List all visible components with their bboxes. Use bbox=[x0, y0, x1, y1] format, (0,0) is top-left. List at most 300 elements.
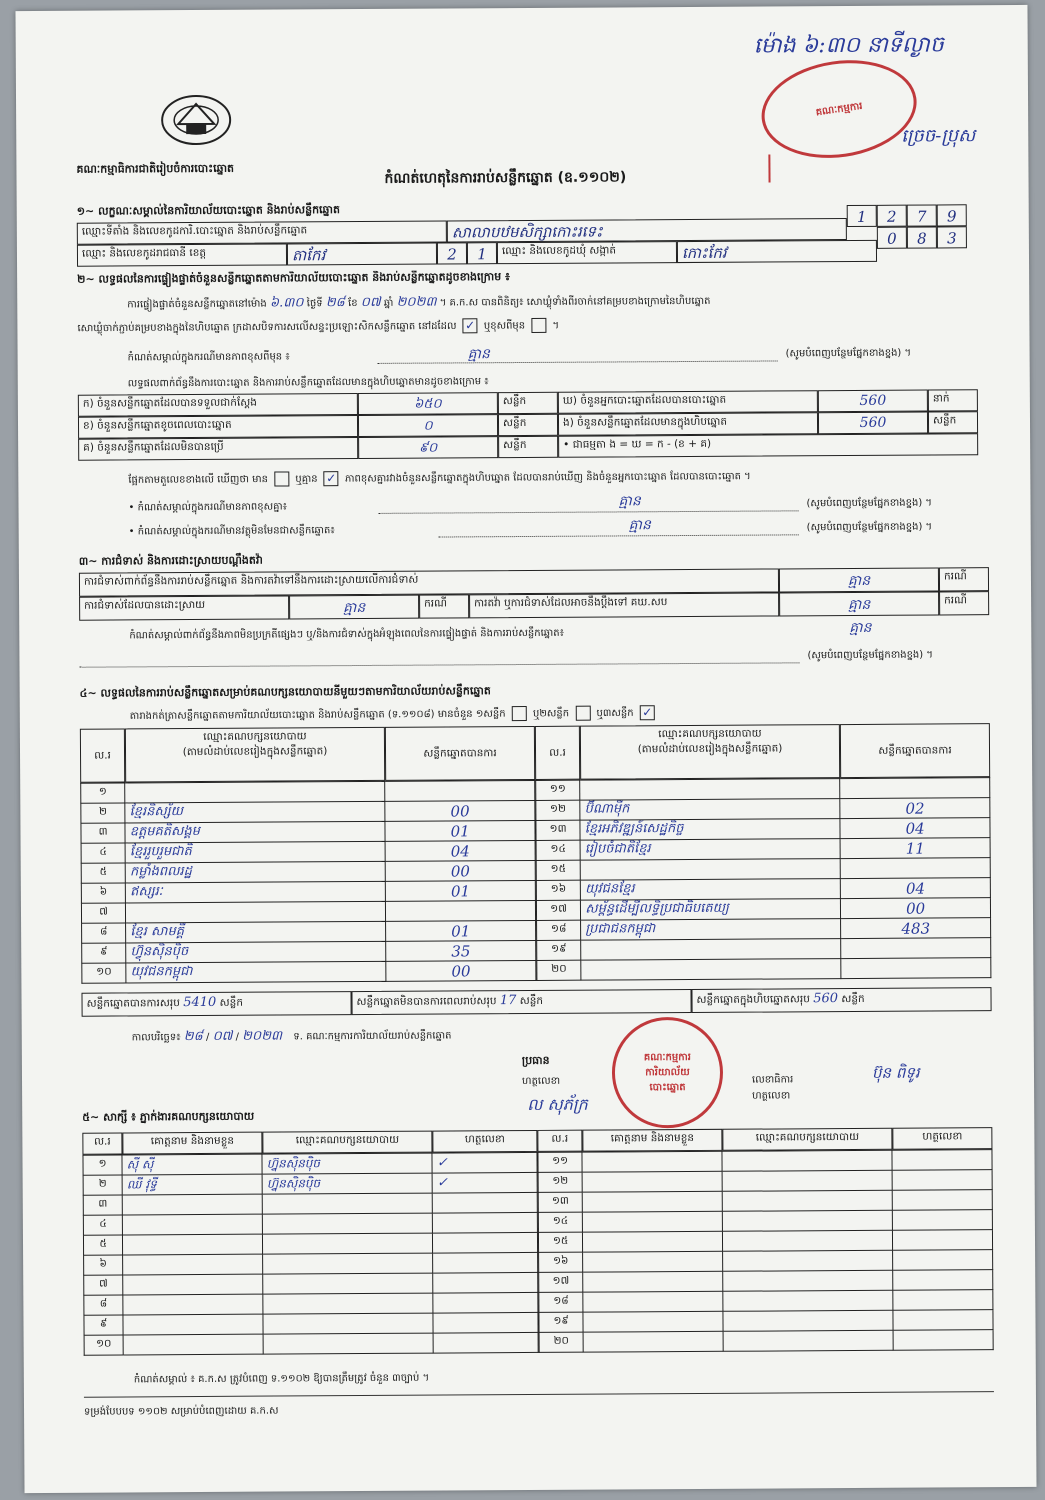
witness-party bbox=[722, 1150, 892, 1171]
province-value: តាកែវ bbox=[287, 243, 437, 266]
witness-signature bbox=[893, 1210, 993, 1231]
results-col-party-right-title: ឈ្មោះគណបក្សនយោបាយ bbox=[658, 727, 762, 741]
unchanged-checkbox[interactable]: ✓ bbox=[463, 318, 478, 333]
three-sheet-label: ឬ៣សន្លឹក bbox=[596, 707, 634, 720]
difference-text: ភាពខុសគ្នារវាងចំនួនសន្លឹកឆ្នោតក្នុងហិបឆ្នោត ដែលបានរាប់ឃើញ និងចំនួនអ្នកបោះឆ្នោត ដែលបានបោះឆ្នោត ។ bbox=[344, 471, 751, 485]
witness-table-right bbox=[537, 1149, 993, 1353]
witness-row bbox=[539, 1330, 993, 1353]
witness-row bbox=[538, 1190, 992, 1213]
result-party: រៀបចំជាតិខ្មែរ bbox=[580, 839, 840, 861]
witness-party bbox=[263, 1253, 433, 1274]
result-row bbox=[536, 858, 990, 881]
signing-date-label: កាលបរិច្ឆេទ៖ bbox=[131, 1032, 181, 1044]
foreign-object-note-hint: (សូមបំពេញបន្ថែមផ្នែកខាងខ្នង) ។ bbox=[806, 521, 933, 534]
resolved-label: ការជំទាស់ដែលបានដោះស្រាយ bbox=[79, 595, 289, 620]
witness-signature bbox=[433, 1312, 538, 1333]
total-valid-value: 5410 bbox=[183, 994, 217, 1011]
witness-signature bbox=[893, 1290, 993, 1311]
voters-value: 560 bbox=[818, 390, 928, 413]
verification-rest: ។ គ.ក.ស បានពិនិត្យ៖ សោឃ្លុំទាំងពីរចាក់នៅគម្របខាងក្រោមនៃហិបឆ្នោត bbox=[439, 295, 711, 309]
witness-party bbox=[723, 1210, 893, 1231]
province-code-1: 2 bbox=[437, 242, 467, 264]
witness-party bbox=[723, 1290, 893, 1311]
witness-row bbox=[83, 1192, 537, 1215]
chair-label: ប្រធាន bbox=[521, 1053, 550, 1068]
appeal-value: គ្មាន bbox=[779, 591, 939, 616]
result-party bbox=[581, 939, 841, 961]
witness-table-left bbox=[82, 1152, 538, 1356]
footer-note: កំណត់សម្គាល់ ៖ គ.ក.ស ត្រូវបំពេញ ទ.១១០២ ឱ្យបានត្រឹមត្រូវ ចំនួន ៣ច្បាប់ ។ bbox=[133, 1372, 430, 1386]
location-value: សាលាបឋមសិក្សាកោះរទេះ bbox=[447, 218, 847, 242]
result-votes bbox=[841, 958, 991, 979]
witness-signature bbox=[433, 1232, 538, 1253]
witness-col-no-right: ល.រ bbox=[537, 1130, 582, 1152]
witness-party bbox=[263, 1333, 433, 1354]
witness-signature bbox=[433, 1212, 538, 1233]
witness-name bbox=[583, 1271, 723, 1292]
results-table-right bbox=[535, 777, 991, 981]
result-no: ៧ bbox=[81, 903, 125, 923]
result-votes: 04 bbox=[840, 818, 990, 839]
results-table-left bbox=[80, 780, 536, 984]
result-votes: 00 bbox=[386, 860, 536, 881]
total-in-box-unit: សន្លឹក bbox=[841, 992, 865, 1006]
signing-date-year: ២០២៣ bbox=[242, 1028, 283, 1044]
results-col-no-left: ល.រ bbox=[80, 728, 125, 782]
witness-name bbox=[123, 1294, 263, 1315]
total-valid bbox=[81, 991, 351, 1017]
irregularity-note-value: គ្មាន bbox=[849, 619, 872, 637]
witness-no: ៥ bbox=[83, 1235, 122, 1255]
witness-name bbox=[583, 1231, 723, 1252]
foreign-object-note-line bbox=[439, 534, 799, 537]
result-row bbox=[81, 900, 535, 923]
witness-signature bbox=[433, 1292, 538, 1313]
result-votes bbox=[386, 900, 536, 921]
witness-no: ១១ bbox=[538, 1152, 582, 1172]
verification-day-value: ២៨ bbox=[325, 295, 345, 311]
result-votes: 483 bbox=[841, 918, 991, 939]
results-col-party-right bbox=[580, 724, 840, 780]
witness-row bbox=[84, 1272, 538, 1295]
result-party: ខ្មែរអភិវឌ្ឍន៍សេដ្ឋកិច្ច bbox=[580, 819, 840, 841]
witness-party bbox=[723, 1250, 893, 1271]
witness-party bbox=[263, 1273, 433, 1294]
witness-row bbox=[84, 1252, 538, 1275]
seal-sentence: សោឃ្លុំចាក់ភ្ជាប់គម្របខាងក្នុងនៃហិបឆ្នោត ក្រដាសបិទការសលើសន្ទះប្រឡោះសិកសន្លឹកឆ្នោត នៅដដែល ✓ ឬខុសពីមុន ។ bbox=[77, 318, 560, 335]
results-intro: លទ្ធផលពាក់ព័ន្ធនឹងការបោះឆ្នោត និងការរាប់សន្លឹកឆ្នោតដែលមានក្នុងហិបឆ្នោតមានដូចខាងក្រោម ៖ bbox=[127, 376, 489, 390]
form-reference: ទម្រង់បែបបទ ១១០២ សម្រាប់បំពេញដោយ គ.ក.ស bbox=[84, 1405, 279, 1418]
witness-name bbox=[123, 1234, 263, 1255]
result-no: ១ bbox=[81, 783, 125, 803]
results-col-votes-right: សន្លឹកឆ្នោតបានការ bbox=[840, 723, 990, 778]
witness-party bbox=[263, 1233, 433, 1254]
foreign-object-note-label: • កំណត់សម្គាល់ក្នុងករណីមានវត្ថុមិនមែនជាសន្លឹកឆ្នោត៖ bbox=[128, 525, 335, 538]
witness-signature bbox=[893, 1330, 993, 1351]
witness-signature bbox=[893, 1250, 993, 1271]
result-row bbox=[81, 820, 535, 843]
result-party: ខ្មែរ សាមគ្គី bbox=[126, 921, 386, 943]
section3-title: ៣~ ការជំទាស់ និងការដោះស្រាយបណ្តឹងតវ៉ា bbox=[78, 553, 263, 568]
result-row bbox=[536, 778, 990, 801]
result-no: ១១ bbox=[536, 780, 580, 800]
witness-no: ១០ bbox=[84, 1335, 123, 1355]
witness-party bbox=[262, 1193, 432, 1214]
foreign-object-note-value: គ្មាន bbox=[628, 517, 651, 534]
nec-emblem-icon bbox=[156, 90, 236, 150]
difference-yes-label: ផ្អែកតាមតួលេខខាងលើ ឃើញថា មាន bbox=[128, 474, 269, 486]
commune-label: ឈ្មោះ និងលេខកូដឃុំ សង្កាត់ bbox=[497, 241, 677, 264]
footer-divider bbox=[84, 1391, 994, 1398]
received-ballots-label: ក) ចំនួនសន្លឹកឆ្នោតដែលបានទទួលជាក់ស្តែង bbox=[78, 393, 358, 417]
witness-row bbox=[539, 1310, 993, 1333]
result-party: យុវជនកម្ពុជា bbox=[126, 961, 386, 983]
appeal-unit: ករណី bbox=[939, 591, 989, 615]
witness-col-sign-right: ហត្ថលេខា bbox=[892, 1127, 992, 1150]
chair-signature: ល សុភ័ក្រ bbox=[527, 1094, 588, 1114]
total-in-box-label: សន្លឹកឆ្នោតក្នុងហិបឆ្នោតសរុប bbox=[696, 993, 810, 1006]
witness-col-party-left: ឈ្មោះគណបក្សនយោបាយ bbox=[262, 1131, 432, 1154]
witness-party bbox=[722, 1170, 892, 1191]
verification-sentence bbox=[127, 292, 710, 315]
witness-name bbox=[583, 1331, 723, 1352]
witness-signature bbox=[433, 1332, 538, 1353]
witness-col-name-right: គោត្តនាម និងនាមខ្លួន bbox=[582, 1129, 722, 1152]
result-party: ប្រជាជនកម្ពុជា bbox=[581, 919, 841, 941]
total-valid-unit: សន្លឹក bbox=[219, 996, 244, 1009]
result-row bbox=[537, 938, 991, 961]
result-row bbox=[81, 840, 535, 863]
results-col-party-left bbox=[125, 727, 385, 783]
unused-ballots-label: គ) ចំនួនសន្លឹកឆ្នោតដែលមិនបានប្រើ bbox=[78, 437, 358, 461]
committee-label: ទ. គណៈកម្មការការិយាល័យរាប់សន្លឹកឆ្នោត bbox=[293, 1030, 452, 1043]
result-votes: 00 bbox=[385, 800, 535, 821]
verification-month-label: ខែ bbox=[348, 298, 358, 310]
witness-signature bbox=[892, 1150, 992, 1171]
result-votes: 11 bbox=[840, 838, 990, 859]
witness-col-no-left: ល.រ bbox=[82, 1132, 122, 1154]
witness-row bbox=[84, 1292, 538, 1315]
difference-note-line bbox=[379, 510, 799, 514]
witness-signature bbox=[433, 1252, 538, 1273]
witness-name bbox=[583, 1251, 723, 1272]
witness-no: ១៧ bbox=[539, 1272, 583, 1292]
unused-ballots-unit: សន្លឹក bbox=[498, 436, 558, 458]
three-sheet-checkbox[interactable]: ✓ bbox=[640, 705, 655, 720]
witness-party bbox=[723, 1310, 893, 1331]
result-row bbox=[81, 780, 535, 803]
witness-no: ៧ bbox=[84, 1275, 123, 1295]
change-note-line bbox=[378, 360, 778, 363]
result-votes: 00 bbox=[386, 960, 536, 981]
location-label: ឈ្មោះទីតាំង និងលេខកូដការិ.បោះឆ្នោត និងរាប់សន្លឹកឆ្នោត bbox=[77, 220, 447, 244]
result-row bbox=[81, 800, 535, 823]
witness-no: ១៨ bbox=[539, 1292, 583, 1312]
witness-name bbox=[123, 1214, 263, 1235]
witness-no: ៨ bbox=[84, 1295, 123, 1315]
complaint-value: គ្មាន bbox=[779, 567, 939, 592]
result-party bbox=[126, 901, 386, 923]
red-mark bbox=[768, 154, 770, 182]
total-in-box bbox=[691, 987, 991, 1013]
result-row bbox=[537, 958, 991, 981]
result-row bbox=[536, 838, 990, 861]
result-row bbox=[536, 818, 990, 841]
received-ballots-value: ៦៥០ bbox=[358, 392, 498, 415]
witness-name bbox=[123, 1254, 263, 1275]
witness-row bbox=[539, 1290, 993, 1313]
result-no: ១០ bbox=[82, 963, 126, 983]
witness-party bbox=[722, 1190, 892, 1211]
result-party bbox=[580, 859, 840, 881]
result-row bbox=[536, 898, 990, 921]
complaint-unit: ករណី bbox=[939, 567, 989, 591]
result-party: ហ៊្វុនស៊ិនប៉ិច bbox=[126, 941, 386, 963]
witness-no: ៣ bbox=[83, 1195, 122, 1215]
official-stamp-bottom bbox=[612, 1017, 724, 1129]
witness-signature bbox=[432, 1192, 537, 1213]
spoiled-ballots-unit: សន្លឹក bbox=[498, 414, 558, 436]
results-col-no-right: ល.រ bbox=[535, 726, 580, 780]
result-votes: 04 bbox=[841, 878, 991, 899]
difference-no-checkbox[interactable]: ✓ bbox=[324, 471, 339, 486]
sheet-count-sentence bbox=[130, 705, 658, 724]
difference-yes-checkbox[interactable] bbox=[274, 471, 289, 486]
result-no: ៩ bbox=[82, 943, 126, 963]
result-party bbox=[580, 779, 840, 801]
result-no: ២ bbox=[81, 803, 125, 823]
secretary-signature: ប៊ុន ពិទូរ bbox=[871, 1063, 920, 1082]
result-row bbox=[82, 920, 536, 943]
witness-party bbox=[723, 1230, 893, 1251]
result-row bbox=[82, 960, 536, 983]
result-row bbox=[536, 798, 990, 821]
witness-no: ១ bbox=[83, 1155, 122, 1175]
witness-row bbox=[84, 1332, 538, 1355]
result-votes: 00 bbox=[841, 898, 991, 919]
signing-date-day: ២៨ bbox=[183, 1028, 203, 1045]
secretary-label: លេខាធិការ bbox=[751, 1074, 794, 1086]
witness-row bbox=[83, 1152, 537, 1175]
commune-value: កោះកែវ bbox=[677, 240, 877, 263]
witness-col-party-right: ឈ្មោះគណបក្សនយោបាយ bbox=[722, 1128, 892, 1151]
changed-checkbox[interactable] bbox=[531, 318, 546, 333]
result-votes: 01 bbox=[385, 820, 535, 841]
formula-note: • ជាធម្មតា ង = ឃ = ក - (ខ + គ) bbox=[558, 433, 978, 458]
verification-time-label: ការផ្ទៀងផ្ទាត់ចំនួនសន្លឹកឆ្នោតនៅម៉ោង bbox=[127, 298, 267, 311]
witness-row bbox=[539, 1270, 993, 1293]
results-col-votes-left: សន្លឹកឆ្នោតបានការ bbox=[385, 726, 535, 781]
section5-title: ៥~ សាក្សី ៖ ភ្នាក់ងារគណបក្សនយោបាយ bbox=[82, 1109, 255, 1124]
handwritten-time-note: ម៉ោង ៦:៣០ នាទីល្ងាច bbox=[753, 32, 944, 59]
official-stamp-top bbox=[755, 50, 923, 168]
irregularity-note-label: កំណត់សម្គាល់ពាក់ព័ន្ធនឹងភាពមិនប្រក្រតីផ្សេងៗ ឬ/និងការជំទាស់ក្នុងអំឡុងពេលនៃការផ្ទៀងផ្ទាត់ និងការរាប់សន្លឹកឆ្នោត៖ bbox=[129, 627, 565, 642]
witness-row bbox=[83, 1172, 537, 1195]
difference-note-hint: (សូមបំពេញបន្ថែមផ្នែកខាងខ្នង) ។ bbox=[806, 497, 933, 510]
unused-ballots-value: ៩០ bbox=[358, 436, 498, 459]
change-note-label: កំណត់សម្គាល់ក្នុងករណីមានភាពខុសពីមុន ៖ bbox=[127, 351, 290, 364]
one-sheet-checkbox[interactable] bbox=[512, 706, 527, 721]
difference-note-value: គ្មាន bbox=[618, 493, 641, 510]
result-votes: 01 bbox=[386, 920, 536, 941]
result-no: ៨ bbox=[82, 923, 126, 943]
witness-name bbox=[582, 1171, 722, 1192]
total-invalid-unit: សន្លឹក bbox=[519, 994, 544, 1008]
resolved-value: គ្មាន bbox=[289, 595, 419, 620]
result-no: ១២ bbox=[536, 800, 580, 820]
result-row bbox=[82, 940, 536, 963]
location-code-3: 7 bbox=[907, 204, 937, 226]
irregularity-note-line bbox=[79, 662, 799, 667]
verification-day-label: ថ្ងៃទី bbox=[306, 298, 323, 310]
result-no: ១៣ bbox=[536, 820, 580, 840]
witness-name bbox=[123, 1314, 263, 1335]
bottom-stamp-text: គណៈកម្មការការិយាល័យបោះឆ្នោត bbox=[643, 1051, 691, 1094]
result-votes bbox=[385, 780, 535, 801]
result-votes: 04 bbox=[385, 840, 535, 861]
change-note-hint: (សូមបំពេញបន្ថែមផ្នែកខាងខ្នង) ។ bbox=[785, 347, 912, 360]
witness-name: ស៊ី ស៊ី bbox=[122, 1154, 262, 1175]
witness-party bbox=[263, 1293, 433, 1314]
ballots-in-box-value: 560 bbox=[818, 412, 928, 435]
result-votes bbox=[841, 858, 991, 879]
secretary-sign-label: ហត្ថលេខា bbox=[752, 1090, 791, 1102]
witness-party: ហ្វ៊ុនស៊ិនប៉ិច bbox=[262, 1153, 432, 1174]
ballots-in-box-label: ង) ចំនួនសន្លឹកឆ្នោតដែលមានក្នុងហិបឆ្នោត bbox=[558, 412, 818, 436]
result-row bbox=[536, 878, 990, 901]
witness-signature bbox=[433, 1272, 538, 1293]
result-party bbox=[581, 959, 841, 981]
result-no: ៣ bbox=[81, 823, 125, 843]
two-sheet-checkbox[interactable] bbox=[575, 706, 590, 721]
resolved-unit: ករណី bbox=[419, 594, 469, 618]
result-no: ១៦ bbox=[536, 880, 580, 900]
change-note-value: គ្មាន bbox=[467, 346, 490, 363]
result-no: ៥ bbox=[81, 863, 125, 883]
witness-no: ១៥ bbox=[538, 1232, 582, 1252]
witness-name bbox=[583, 1211, 723, 1232]
voters-label: ឃ) ចំនួនអ្នកបោះឆ្នោតដែលបានបោះឆ្នោត bbox=[558, 390, 818, 414]
witness-no: ៩ bbox=[84, 1315, 123, 1335]
seal-text: សោឃ្លុំចាក់ភ្ជាប់គម្របខាងក្នុងនៃហិបឆ្នោត ក្រដាសបិទការសលើសន្ទះប្រឡោះសិកសន្លឹកឆ្នោត នៅដដែល bbox=[77, 320, 457, 335]
result-row bbox=[81, 880, 535, 903]
result-party: កម្លាំងពលរដ្ឋ bbox=[125, 861, 385, 883]
witness-col-name-left: គោត្តនាម និងនាមខ្លួន bbox=[122, 1132, 262, 1155]
witness-no: ២ bbox=[83, 1175, 122, 1195]
difference-no-label: ឬគ្មាន bbox=[295, 473, 318, 485]
result-row bbox=[537, 918, 991, 941]
witness-signature bbox=[893, 1310, 993, 1331]
result-party: ឧត្តមគតិសង្គម bbox=[125, 821, 385, 843]
result-votes: 02 bbox=[840, 798, 990, 819]
results-col-party-left-title: ឈ្មោះគណបក្សនយោបាយ bbox=[203, 730, 307, 743]
difference-note-label: • កំណត់សម្គាល់ក្នុងករណីមានភាពខុសគ្នា៖ bbox=[128, 501, 288, 514]
witness-signature: ✓ bbox=[432, 1152, 537, 1173]
witness-party bbox=[263, 1313, 433, 1334]
result-no: ១៥ bbox=[536, 860, 580, 880]
witness-no: ១៦ bbox=[539, 1252, 583, 1272]
witness-signature bbox=[892, 1170, 992, 1191]
witness-signature bbox=[893, 1270, 993, 1291]
two-sheet-label: ឬ២សន្លឹក bbox=[532, 708, 570, 720]
location-code-1: 1 bbox=[847, 205, 877, 227]
result-no: ៦ bbox=[81, 883, 125, 903]
total-in-box-value: 560 bbox=[813, 991, 839, 1007]
spoiled-ballots-value: ០ bbox=[358, 414, 498, 437]
commune-code-3: 3 bbox=[937, 226, 967, 248]
witness-no: ១៣ bbox=[538, 1192, 582, 1212]
total-invalid-label: សន្លឹកឆ្នោតមិនបានការពេលរាប់សរុប bbox=[356, 995, 497, 1009]
province-code-2: 1 bbox=[467, 242, 497, 264]
verification-time-value: ៦.៣០ bbox=[269, 295, 304, 311]
result-no: ១៧ bbox=[536, 900, 580, 920]
result-no: ២០ bbox=[537, 960, 581, 980]
witness-row bbox=[538, 1170, 992, 1193]
witness-no: ១៩ bbox=[539, 1312, 583, 1332]
verification-year-value: ២០២៣ bbox=[396, 294, 437, 310]
voters-unit: នាក់ bbox=[928, 389, 978, 411]
commune-code-2: 8 bbox=[907, 226, 937, 248]
witness-row bbox=[84, 1312, 538, 1335]
signing-date-month: ០៧ bbox=[212, 1028, 233, 1044]
result-party bbox=[125, 781, 385, 803]
handwritten-side-note: ច្រេច-ប្រុស bbox=[901, 125, 976, 147]
witness-no: ៤ bbox=[83, 1215, 122, 1235]
complaint-label: ការជំទាស់ពាក់ព័ន្ធនឹងការរាប់សន្លឹកឆ្នោត និងការតវ៉ាទៅនឹងការដោះស្រាយលើការជំទាស់ bbox=[79, 568, 779, 596]
received-ballots-unit: សន្លឹក bbox=[498, 392, 558, 414]
result-party: ប៊ីណាម៉ីក bbox=[580, 799, 840, 821]
result-no: ៤ bbox=[81, 843, 125, 863]
witness-signature bbox=[893, 1230, 993, 1251]
witness-signature bbox=[893, 1190, 993, 1211]
total-invalid bbox=[351, 989, 691, 1015]
org-name: គណៈកម្មាធិការជាតិរៀបចំការបោះឆ្នោត bbox=[76, 161, 235, 176]
witness-name bbox=[123, 1334, 263, 1355]
result-party: យុវជនខ្មែរ bbox=[580, 879, 840, 901]
witness-name bbox=[583, 1291, 723, 1312]
result-party: ឥស្សរៈ bbox=[125, 881, 385, 903]
witness-name bbox=[122, 1194, 262, 1215]
irregularity-note-hint: (សូមបំពេញបន្ថែមផ្នែកខាងខ្នង) ។ bbox=[807, 649, 933, 662]
province-label: ឈ្មោះ និងលេខកូដរាជធានី ខេត្ត bbox=[77, 243, 287, 266]
section2-title: ២~ លទ្ធផលនៃការផ្ទៀងផ្ទាត់ចំនួនសន្លឹកឆ្នោតតាមការិយាល័យបោះឆ្នោត និងរាប់សន្លឹកឆ្នោតដូចខាងក្រោម ៖ bbox=[77, 270, 510, 286]
witness-row bbox=[538, 1210, 992, 1233]
result-no: ១៤ bbox=[536, 840, 580, 860]
result-votes bbox=[841, 938, 991, 959]
ballots-in-box-unit: សន្លឹក bbox=[928, 411, 978, 433]
sheet-count-text: តារាងកត់ត្រាសន្លឹកឆ្នោតតាមការិយាល័យបោះឆ្នោត និងរាប់សន្លឹកឆ្នោត (ទ.១១០៨) មានចំនួន ១សន្លឹក bbox=[129, 708, 506, 722]
stamp-text: គណៈកម្មការ bbox=[815, 100, 864, 118]
result-no: ១៩ bbox=[537, 940, 581, 960]
total-valid-label: សន្លឹកឆ្នោតបានការសរុប bbox=[86, 997, 180, 1010]
document-page bbox=[15, 5, 1036, 1493]
result-row bbox=[81, 860, 535, 883]
appeal-label: ការតវ៉ា ឬការជំទាស់ដែលអាចនឹងប្តឹងទៅ គឃ.សប bbox=[469, 592, 779, 618]
witness-row bbox=[538, 1230, 992, 1253]
witness-party bbox=[723, 1330, 893, 1351]
result-party: ខ្មែររួបរួមជាតិ bbox=[125, 841, 385, 863]
chair-sign-label: ហត្ថលេខា bbox=[521, 1075, 561, 1088]
witness-party: ហ្វ៊ុនស៊ិនប៉ិច bbox=[262, 1173, 432, 1194]
form-title: កំណត់ហេតុនៃការរាប់សន្លឹកឆ្នោត (ឧ.១១០២) bbox=[384, 169, 627, 187]
difference-sentence bbox=[128, 469, 751, 488]
section4-title: ៤~ លទ្ធផលនៃការរាប់សន្លឹកឆ្នោតសម្រាប់គណបក្សនយោបាយនីមួយៗតាមការិយាល័យរាប់សន្លឹកឆ្នោត bbox=[79, 684, 491, 700]
spoiled-ballots-label: ខ) ចំនួនសន្លឹកឆ្នោតខូចពេលបោះឆ្នោត bbox=[78, 415, 358, 439]
location-code-4: 9 bbox=[937, 204, 967, 226]
witness-no: ១២ bbox=[538, 1172, 582, 1192]
witness-col-sign-left: ហត្ថលេខា bbox=[432, 1130, 537, 1153]
witness-no: ៦ bbox=[84, 1255, 123, 1275]
